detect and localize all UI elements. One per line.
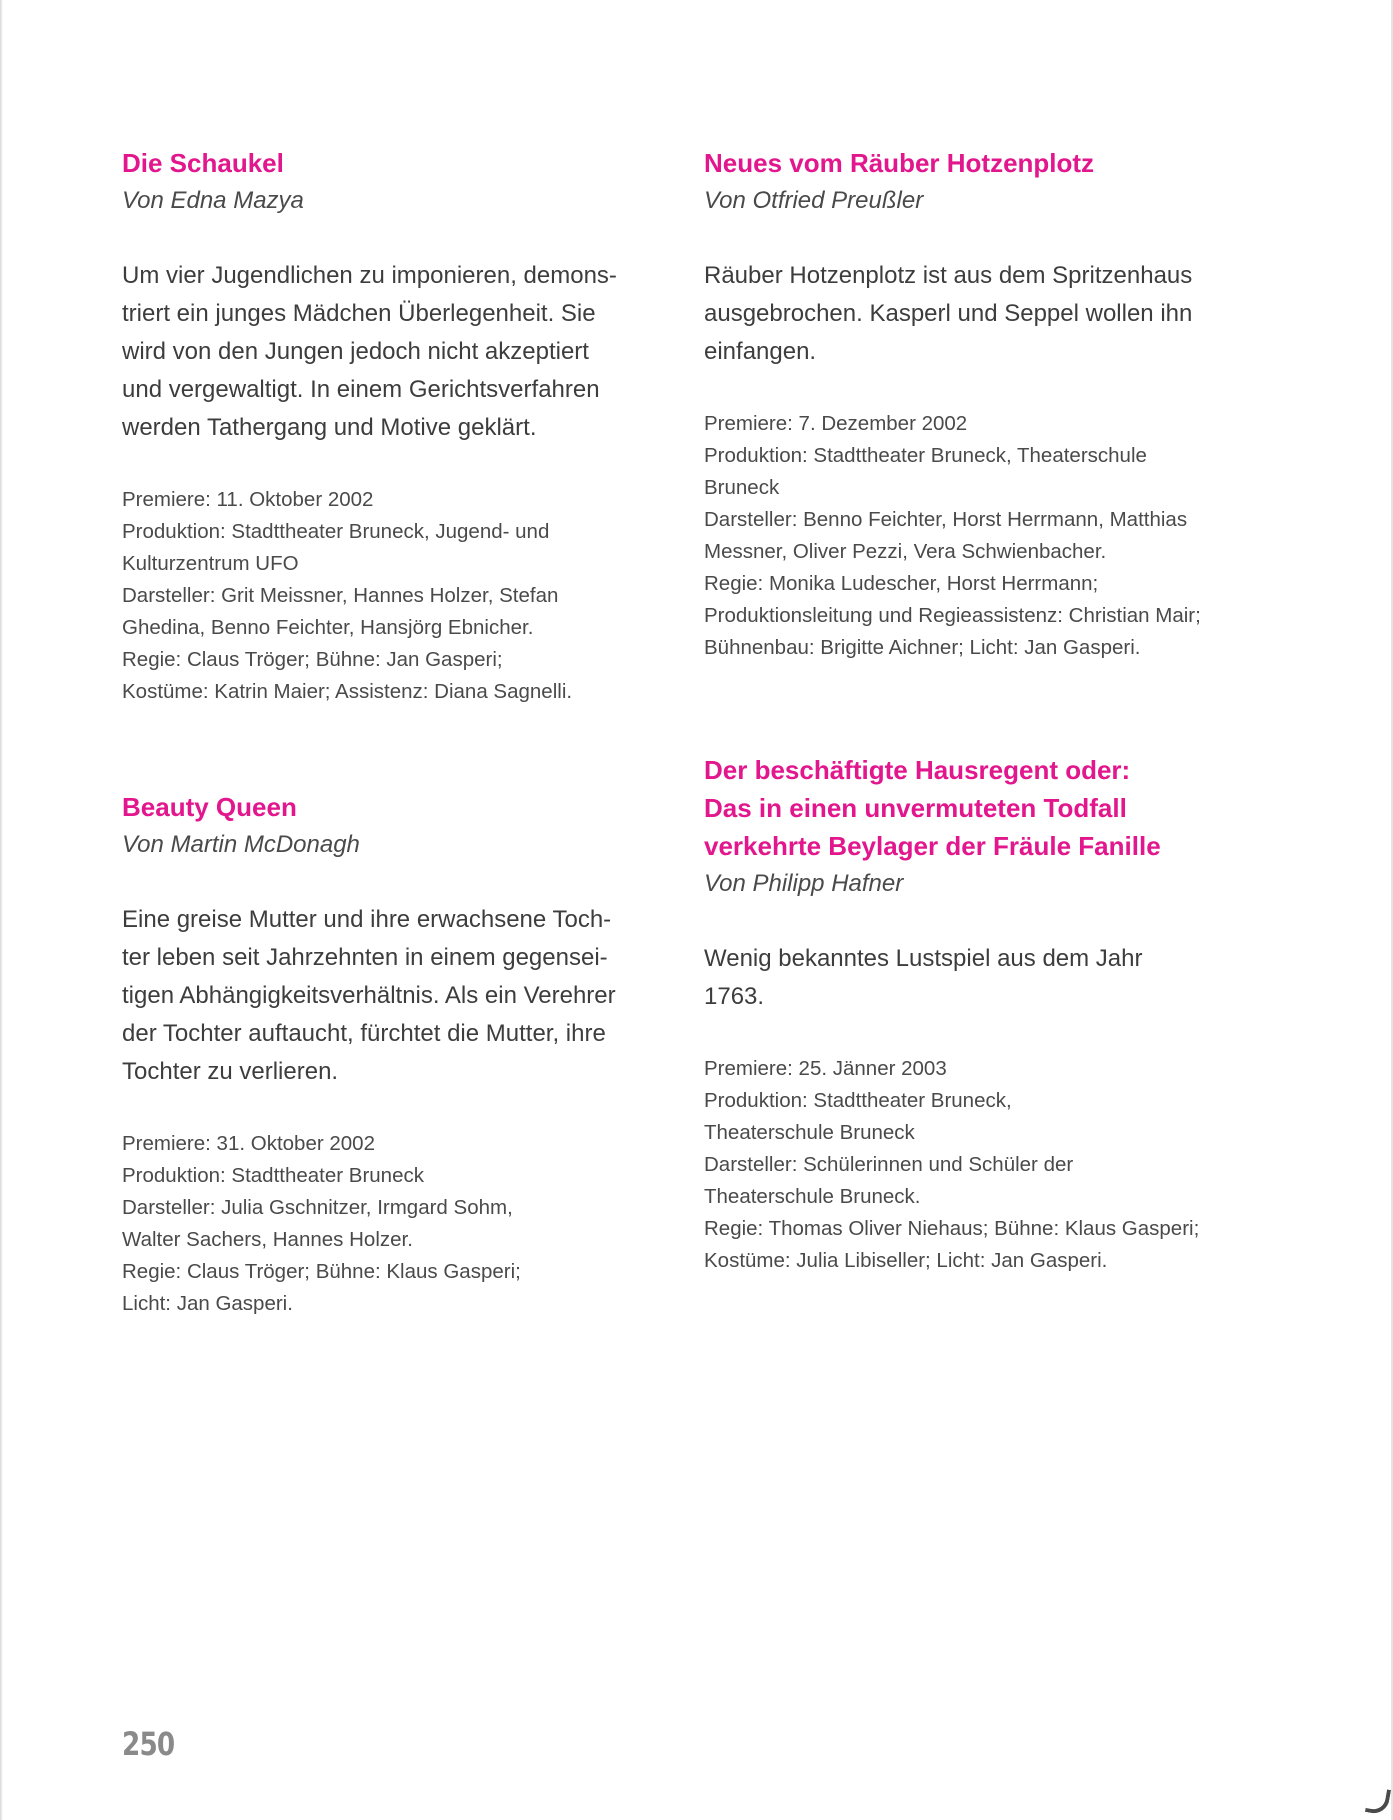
credit-line: Regie: Claus Tröger; Bühne: Klaus Gasperi; xyxy=(122,1260,521,1283)
credit-line: Kostüme: Julia Libiseller; Licht: Jan Gasperi. xyxy=(704,1249,1108,1272)
entry-author: Von Edna Mazya xyxy=(122,187,304,214)
description-line: Eine greise Mutter und ihre erwachsene Toch- xyxy=(122,906,612,933)
credit-line: Premiere: 31. Oktober 2002 xyxy=(122,1132,375,1155)
credit-line: Ghedina, Benno Feichter, Hansjörg Ebnicher. xyxy=(122,616,534,639)
description-line: triert ein junges Mädchen Überlegenheit. Sie xyxy=(122,300,596,327)
credit-line: Darsteller: Benno Feichter, Horst Herrmann, Matthias xyxy=(704,508,1188,531)
entry-credits xyxy=(122,484,662,708)
entry-beauty-queen xyxy=(122,788,662,1320)
description-line: 1763. xyxy=(704,983,765,1010)
entry-description xyxy=(122,257,662,447)
entry-title: Beauty Queen xyxy=(122,792,297,822)
credit-line: Theaterschule Bruneck. xyxy=(704,1185,921,1208)
credit-line: Regie: Thomas Oliver Niehaus; Bühne: Klaus Gasperi; xyxy=(704,1217,1200,1240)
entry-author: Von Philipp Hafner xyxy=(704,870,904,897)
credit-line: Messner, Oliver Pezzi, Vera Schwienbacher. xyxy=(704,540,1107,563)
description-line: Tochter zu verlieren. xyxy=(122,1058,339,1085)
entry-title: Neues vom Räuber Hotzenplotz xyxy=(704,148,1095,178)
credit-line: Premiere: 25. Jänner 2003 xyxy=(704,1057,947,1080)
description-line: Räuber Hotzenplotz ist aus dem Spritzenhaus xyxy=(704,262,1193,289)
credit-line: Bühnenbau: Brigitte Aichner; Licht: Jan Gasperi. xyxy=(704,636,1141,659)
description-line: wird von den Jungen jedoch nicht akzeptiert xyxy=(122,338,589,365)
description-line: Wenig bekanntes Lustspiel aus dem Jahr xyxy=(704,945,1143,972)
credit-line: Premiere: 7. Dezember 2002 xyxy=(704,412,968,435)
credit-line: Produktion: Stadttheater Bruneck xyxy=(122,1164,424,1187)
credit-line: Produktionsleitung und Regieassistenz: Christian Mair; xyxy=(704,604,1201,627)
title-line: verkehrte Beylager der Fräule Fanille xyxy=(704,831,1161,861)
description-line: werden Tathergang und Motive geklärt. xyxy=(122,414,537,441)
entry-author: Von Otfried Preußler xyxy=(704,187,924,214)
entry-credits xyxy=(704,408,1244,664)
description-line: ter leben seit Jahrzehnten in einem gegensei- xyxy=(122,944,608,971)
credit-line: Regie: Monika Ludescher, Horst Herrmann; xyxy=(704,572,1099,595)
entry-author: Von Martin McDonagh xyxy=(122,831,360,858)
description-line: und vergewaltigt. In einem Gerichtsverfahren xyxy=(122,376,600,403)
entry-title xyxy=(704,751,1244,865)
page-edge-left xyxy=(0,0,3,1820)
credit-line: Theaterschule Bruneck xyxy=(704,1121,915,1144)
credit-line: Licht: Jan Gasperi. xyxy=(122,1292,293,1315)
credit-line: Darsteller: Julia Gschnitzer, Irmgard Sohm, xyxy=(122,1196,513,1219)
entry-credits xyxy=(704,1053,1244,1277)
credit-line: Kostüme: Katrin Maier; Assistenz: Diana Sagnelli. xyxy=(122,680,573,703)
entry-neues-vom-raeuber-hotzenplotz xyxy=(704,144,1244,664)
description-line: der Tochter auftaucht, fürchtet die Mutter, ihre xyxy=(122,1020,606,1047)
credit-line: Kulturzentrum UFO xyxy=(122,552,299,575)
credit-line: Walter Sachers, Hannes Holzer. xyxy=(122,1228,413,1251)
page-number: 250 xyxy=(122,1725,175,1763)
page-curl-icon xyxy=(1365,1786,1391,1815)
title-line: Das in einen unvermuteten Todfall xyxy=(704,793,1127,823)
description-line: einfangen. xyxy=(704,338,817,365)
credit-line: Produktion: Stadttheater Bruneck, Theaterschule xyxy=(704,444,1147,467)
description-line: ausgebrochen. Kasperl und Seppel wollen ihn xyxy=(704,300,1193,327)
title-line: Der beschäftigte Hausregent oder: xyxy=(704,755,1131,785)
entry-credits xyxy=(122,1128,662,1320)
credit-line: Bruneck xyxy=(704,476,780,499)
credit-line: Premiere: 11. Oktober 2002 xyxy=(122,488,374,511)
credit-line: Darsteller: Schülerinnen und Schüler der xyxy=(704,1153,1074,1176)
entry-die-schaukel xyxy=(122,144,662,708)
credit-line: Darsteller: Grit Meissner, Hannes Holzer, Stefan xyxy=(122,584,559,607)
description-line: Um vier Jugendlichen zu imponieren, demons- xyxy=(122,262,617,289)
credit-line: Produktion: Stadttheater Bruneck, xyxy=(704,1089,1012,1112)
entry-der-beschaeftigte-hausregent xyxy=(704,751,1244,1277)
credit-line: Regie: Claus Tröger; Bühne: Jan Gasperi; xyxy=(122,648,503,671)
description-line: tigen Abhängigkeitsverhältnis. Als ein Verehrer xyxy=(122,982,616,1009)
credit-line: Produktion: Stadttheater Bruneck, Jugend- und xyxy=(122,520,550,543)
entry-description xyxy=(704,940,1244,1016)
entry-description xyxy=(704,257,1244,371)
entry-description xyxy=(122,901,662,1091)
entry-title: Die Schaukel xyxy=(122,148,284,178)
